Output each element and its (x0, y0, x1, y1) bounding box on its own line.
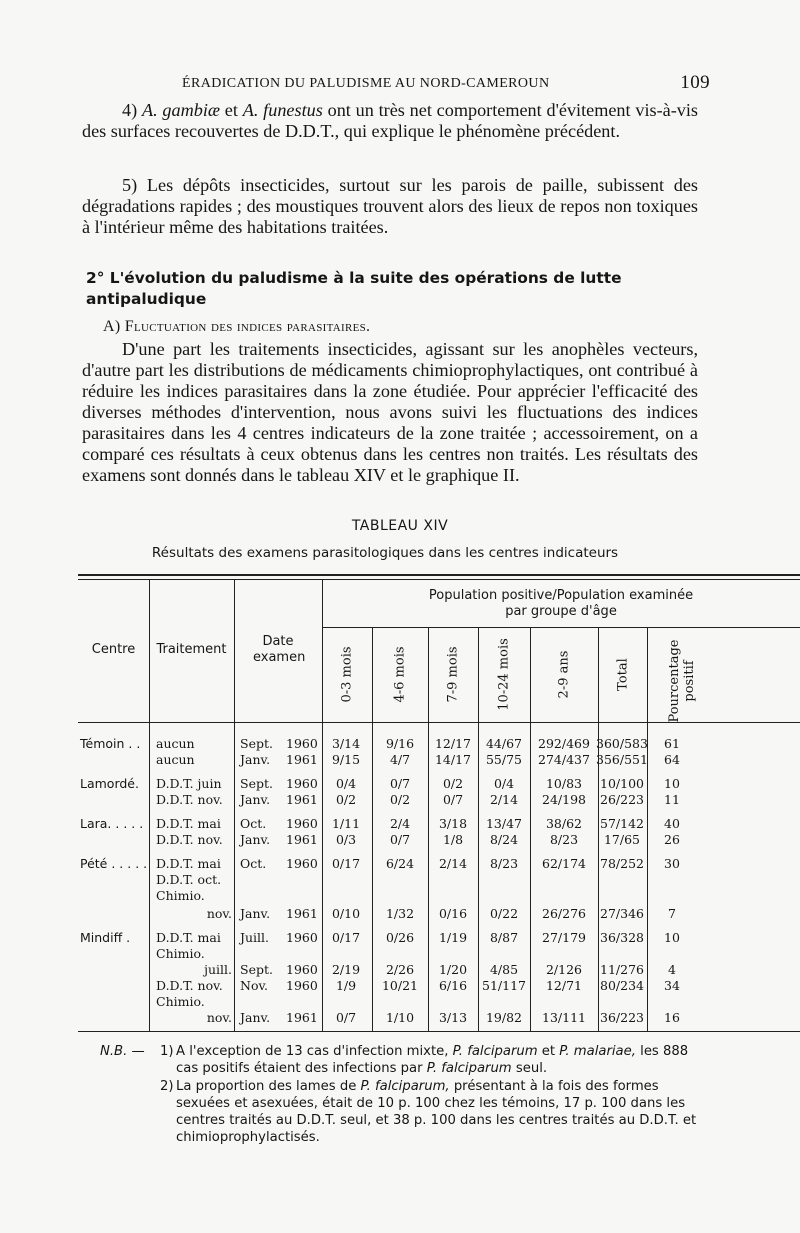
cell-value: 1/10 (385, 1010, 415, 1025)
header-group-line1: Population positive/Population examinée (428, 588, 694, 603)
cell-value: 356/551 (596, 752, 648, 767)
cell-value: 12/17 (434, 736, 472, 751)
cell-value: 0/2 (389, 792, 411, 807)
cell-value: 78/252 (600, 856, 644, 871)
cell-value: 11/276 (600, 962, 644, 977)
cell-value: 360/583 (596, 736, 648, 751)
cell-traitement: D.D.T. mai (156, 930, 221, 945)
cell-value: 13/47 (485, 816, 523, 831)
note-2-number: 2) (160, 1079, 174, 1094)
cell-date-month: Sept. (240, 776, 273, 791)
cell-value: 44/67 (485, 736, 523, 751)
table-notes (100, 1043, 700, 1147)
cell-value: 1/32 (385, 906, 415, 921)
header-group-line2: par groupe d'âge (505, 604, 617, 619)
cell-value: 36/223 (600, 1010, 644, 1025)
cell-value: 1/19 (438, 930, 468, 945)
cell-value: 10/100 (600, 776, 644, 791)
note-1-text-a: A l'exception de 13 cas d'infection mixte, (176, 1044, 449, 1059)
cell-value: 0/17 (331, 856, 361, 871)
paragraph-4 (82, 100, 698, 142)
cell-value: 34 (664, 978, 680, 993)
cell-value: 292/469 (538, 736, 590, 751)
species-malariae: P. malariae, (559, 1044, 636, 1059)
p4-text: ont un très net comportement d'évitement vis-à-vis des surfaces recouvertes de D.D.T., qui explique le phénomène précédent. (82, 100, 699, 141)
section-heading: 2° L'évolution du paludisme à la suite des opérations de lutte antipaludique (86, 269, 622, 308)
header-centre: Centre (91, 642, 136, 657)
cell-value: 0/17 (331, 930, 361, 945)
p4-number: 4) (122, 100, 138, 120)
cell-value: 55/75 (485, 752, 523, 767)
cell-date-month: Janv. (240, 906, 271, 921)
cell-value: 10 (664, 776, 680, 791)
header-age-10-24: 10-24 mois (496, 638, 512, 711)
cell-value: 12/71 (545, 978, 583, 993)
cell-value: 64 (664, 752, 680, 767)
cell-date-year: 1961 (286, 792, 318, 807)
section-body-text: D'une part les traitements insecticides, agissant sur les anophèles vecteurs, d'autre part les distributions de médicaments chimioprophylactiques, ont contribué à réduire les indices parasitaires dans la zone étudiée. Pour apprécier l'efficacité des diverses méthodes d'intervention, nous avons suivi les fluctuations des indices parasitaires dans les 4 centres indicateurs de la zone traitée ; accessoirement, on a comparé ces résultats à ceux obtenus dans les centres non traités. Les résultats des examens sont donnés dans le tableau XIV et le graphique II. (82, 339, 698, 485)
header-pourcentage: Pourcentage positif (667, 639, 697, 723)
note-1-text-b: et (541, 1044, 556, 1059)
cell-traitement: Chimio. (156, 888, 205, 903)
cell-date-month: Nov. (240, 978, 269, 993)
cell-value: 2/4 (389, 816, 411, 831)
cell-value: 0/2 (442, 776, 464, 791)
table-bottom-rule (78, 1031, 800, 1032)
species-gambiae: A. gambiæ (141, 100, 220, 120)
cell-value: 26/223 (600, 792, 644, 807)
cell-value: 62/174 (542, 856, 586, 871)
cell-traitement: nov. (206, 1010, 232, 1025)
cell-value: 4/85 (489, 962, 519, 977)
cell-date-month: Sept. (240, 736, 273, 751)
cell-centre: Pété . . . . . (80, 856, 148, 871)
cell-date-month: Sept. (240, 962, 273, 977)
cell-date-month: Oct. (240, 816, 267, 831)
species-falciparum: P. falciparum, (360, 1079, 450, 1094)
cell-value: 40 (664, 816, 680, 831)
age-group-rule (322, 627, 800, 628)
cell-value: 51/117 (482, 978, 526, 993)
cell-value: 27/346 (600, 906, 644, 921)
cell-value: 6/24 (385, 856, 415, 871)
note-1-number: 1) (160, 1044, 174, 1059)
header-age-7-9: 7-9 mois (445, 646, 461, 703)
cell-traitement: aucun (156, 752, 195, 767)
note-1-text-d: seul. (515, 1061, 548, 1076)
cell-value: 4 (668, 962, 676, 977)
cell-date-year: 1961 (286, 832, 318, 847)
header-age-2-9-ans: 2-9 ans (556, 650, 572, 699)
cell-date-year: 1960 (286, 978, 318, 993)
header-traitement: Traitement (156, 642, 227, 657)
cell-traitement: D.D.T. nov. (156, 832, 223, 847)
cell-value: 274/437 (538, 752, 590, 767)
cell-date-month: Oct. (240, 856, 267, 871)
cell-value: 16 (664, 1010, 680, 1025)
cell-date-month: Janv. (240, 792, 271, 807)
cell-traitement: Chimio. (156, 994, 205, 1009)
cell-value: 26 (664, 832, 680, 847)
header-age-4-6: 4-6 mois (392, 646, 408, 703)
results-table (78, 574, 800, 1032)
nb-label: N.B. — (100, 1044, 145, 1059)
section-paragraph (82, 339, 698, 486)
cell-value: 26/276 (542, 906, 586, 921)
cell-date-year: 1960 (286, 962, 318, 977)
cell-traitement: D.D.T. mai (156, 816, 221, 831)
cell-value: 7 (668, 906, 676, 921)
p5-text: 5) Les dépôts insecticides, surtout sur les parois de paille, subissent des dégradations rapides ; des moustiques trouvent alors des lieux de repos non toxiques à l'intérieur même des habitations traitées. (82, 175, 698, 237)
table-top-rule-2 (78, 579, 800, 580)
cell-value: 1/8 (442, 832, 464, 847)
table-caption: Résultats des examens parasitologiques dans les centres indicateurs (151, 545, 619, 561)
cell-value: 3/14 (331, 736, 361, 751)
cell-value: 2/19 (331, 962, 361, 977)
cell-value: 8/23 (489, 856, 519, 871)
cell-centre: Lara. . . . . (80, 816, 144, 831)
cell-value: 1/20 (438, 962, 468, 977)
cell-value: 11 (664, 792, 680, 807)
cell-value: 38/62 (545, 816, 583, 831)
cell-date-year: 1960 (286, 856, 318, 871)
subsection-letter: A) (103, 318, 121, 335)
cell-traitement: juill. (204, 962, 232, 977)
cell-date-month: Janv. (240, 1010, 271, 1025)
cell-value: 36/328 (600, 930, 644, 945)
cell-value: 19/82 (485, 1010, 523, 1025)
header-age-0-3: 0-3 mois (339, 646, 355, 703)
cell-date-month: Juill. (240, 930, 270, 945)
cell-value: 13/111 (542, 1010, 586, 1025)
cell-traitement: D.D.T. nov. (156, 792, 223, 807)
cell-value: 0/7 (442, 792, 464, 807)
cell-traitement: D.D.T. nov. (156, 978, 223, 993)
note-1-text-c: les 888 cas positifs étaient des infections par (176, 1044, 689, 1076)
subsection-heading (103, 318, 370, 336)
cell-date-year: 1960 (286, 776, 318, 791)
cell-value: 30 (664, 856, 680, 871)
cell-value: 80/234 (600, 978, 644, 993)
species-falciparum: P. falciparum (426, 1061, 512, 1076)
species-funestus: A. funestus (242, 100, 323, 120)
cell-value: 2/14 (489, 792, 519, 807)
cell-value: 10/83 (545, 776, 583, 791)
table-top-rule (78, 574, 800, 576)
paragraph-5 (82, 175, 698, 238)
cell-centre: Témoin . . (80, 736, 141, 751)
note-2 (100, 1078, 700, 1146)
cell-value: 57/142 (600, 816, 644, 831)
cell-traitement: D.D.T. mai (156, 856, 221, 871)
cell-date-year: 1961 (286, 752, 318, 767)
cell-value: 0/22 (489, 906, 519, 921)
species-falciparum: P. falciparum (452, 1044, 538, 1059)
cell-value: 1/11 (331, 816, 361, 831)
cell-value: 10 (664, 930, 680, 945)
subsection-title: Fluctuation des indices parasitaires. (124, 318, 371, 335)
cell-value: 9/16 (385, 736, 415, 751)
cell-value: 8/87 (489, 930, 519, 945)
cell-value: 0/16 (438, 906, 468, 921)
header-date: Date examen (253, 634, 306, 665)
cell-date-month: Janv. (240, 832, 271, 847)
page-number: 109 (680, 72, 710, 93)
note-2-text-b: présentant à la fois des formes sexuées et asexuées, était de 10 p. 100 chez les témoins, 17 p. 100 dans les centres traités au D.D.T. seul, et 38 p. 100 dans les centres traités au D.D.T. et chimioprophylactisés. (176, 1079, 697, 1145)
cell-centre: Lamordé. (80, 776, 139, 791)
cell-value: 27/179 (542, 930, 586, 945)
p4-conjunction: et (224, 100, 238, 120)
cell-date-year: 1960 (286, 736, 318, 751)
note-2-text-a: La proportion des lames de (176, 1079, 357, 1094)
cell-value: 0/4 (335, 776, 357, 791)
cell-date-month: Janv. (240, 752, 271, 767)
cell-value: 0/26 (385, 930, 415, 945)
running-title: ÉRADICATION DU PALUDISME AU NORD-CAMEROUN (182, 76, 550, 91)
cell-date-year: 1960 (286, 930, 318, 945)
cell-value: 14/17 (434, 752, 472, 767)
cell-traitement: D.D.T. oct. (156, 872, 222, 887)
cell-value: 0/2 (335, 792, 357, 807)
cell-value: 2/14 (438, 856, 468, 871)
cell-value: 3/18 (438, 816, 468, 831)
cell-value: 2/126 (545, 962, 583, 977)
cell-value: 6/16 (438, 978, 468, 993)
cell-date-year: 1961 (286, 1010, 318, 1025)
cell-value: 1/9 (335, 978, 357, 993)
cell-value: 24/198 (542, 792, 586, 807)
col-divider (234, 579, 235, 1031)
table-title: TABLEAU XIV (351, 518, 449, 534)
cell-value: 8/23 (549, 832, 579, 847)
cell-date-year: 1960 (286, 816, 318, 831)
cell-value: 3/13 (438, 1010, 468, 1025)
cell-traitement: nov. (206, 906, 232, 921)
cell-value: 0/3 (335, 832, 357, 847)
header-total: Total (615, 658, 631, 691)
cell-value: 61 (664, 736, 680, 751)
cell-traitement: aucun (156, 736, 195, 751)
cell-value: 0/7 (389, 776, 411, 791)
cell-value: 2/26 (385, 962, 415, 977)
cell-centre: Mindiff . (80, 930, 131, 945)
cell-traitement: Chimio. (156, 946, 205, 961)
cell-date-year: 1961 (286, 906, 318, 921)
cell-value: 8/24 (489, 832, 519, 847)
cell-value: 0/4 (493, 776, 515, 791)
cell-value: 10/21 (381, 978, 419, 993)
cell-value: 17/65 (603, 832, 641, 847)
cell-value: 4/7 (389, 752, 411, 767)
cell-traitement: D.D.T. juin (156, 776, 222, 791)
cell-value: 0/10 (331, 906, 361, 921)
cell-value: 0/7 (389, 832, 411, 847)
cell-value: 0/7 (335, 1010, 357, 1025)
note-1 (100, 1043, 700, 1077)
cell-value: 9/15 (331, 752, 361, 767)
